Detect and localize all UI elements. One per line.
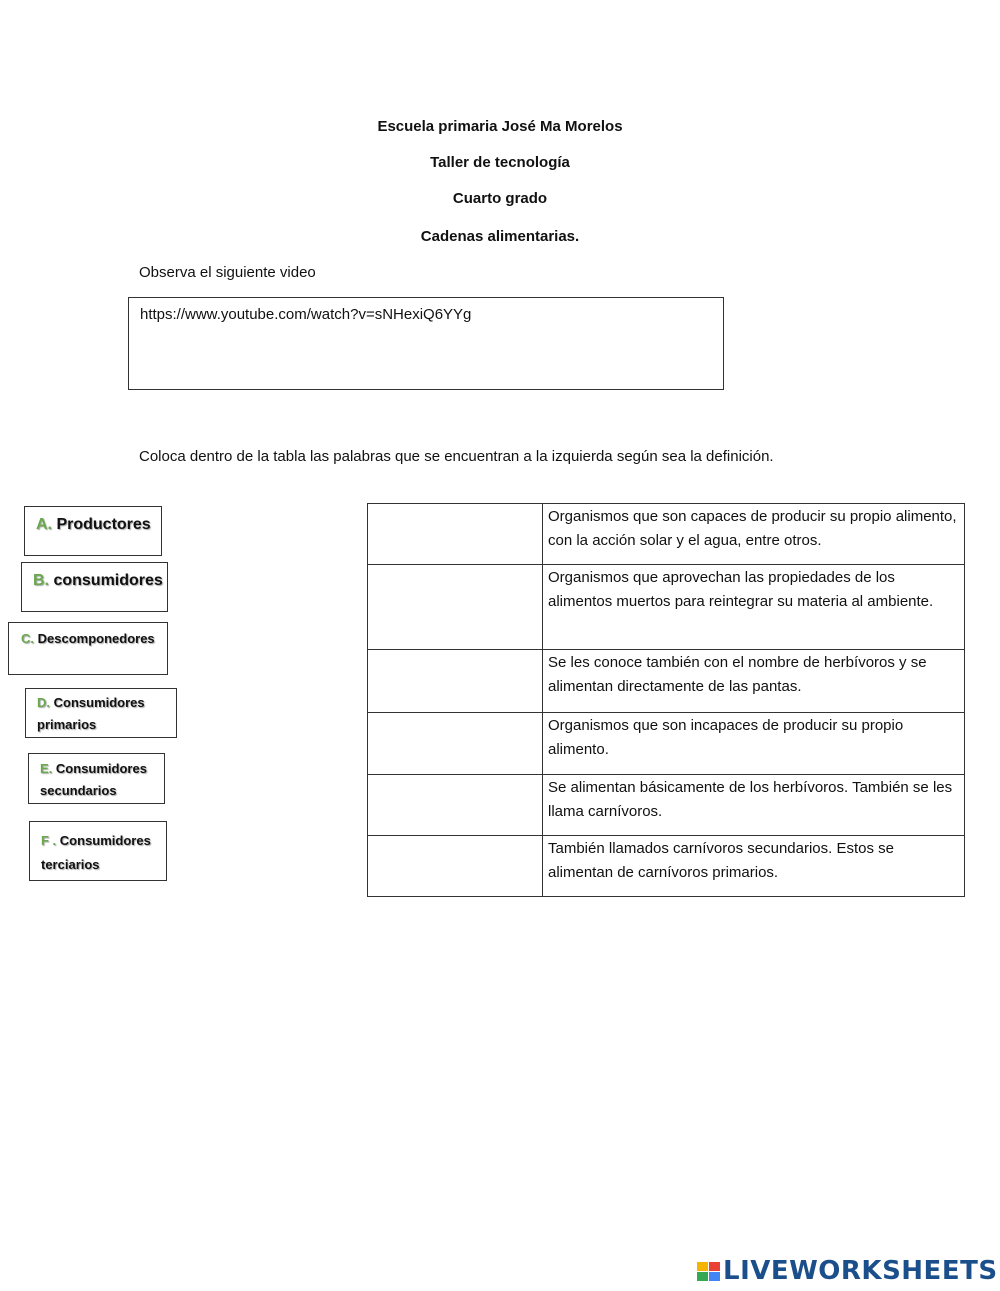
definition-2: Organismos que aprovechan las propiedades de los alimentos muertos para reintegrar su materia al ambiente. bbox=[543, 565, 965, 650]
answer-cell-1[interactable] bbox=[368, 504, 543, 565]
definition-5: Se alimentan básicamente de los herbívoros. También se les llama carnívoros. bbox=[543, 775, 965, 836]
answer-cell-2[interactable] bbox=[368, 565, 543, 650]
word-box-c[interactable] bbox=[8, 622, 168, 675]
video-instruction: Observa el siguiente video bbox=[139, 264, 316, 281]
answer-cell-3[interactable] bbox=[368, 650, 543, 713]
workshop-title: Taller de tecnología bbox=[430, 154, 570, 171]
word-box-e[interactable] bbox=[28, 753, 165, 804]
table-row bbox=[368, 650, 965, 713]
table-row bbox=[368, 836, 965, 897]
table-row bbox=[368, 775, 965, 836]
word-letter: F . bbox=[41, 833, 57, 848]
grade-title: Cuarto grado bbox=[452, 190, 548, 207]
word-box-d[interactable] bbox=[25, 688, 177, 738]
word-box-b[interactable] bbox=[21, 562, 168, 612]
word-label: Consumidores bbox=[53, 695, 145, 710]
word-label-line2: primarios bbox=[37, 717, 97, 732]
answer-cell-6[interactable] bbox=[368, 836, 543, 897]
definitions-table bbox=[367, 503, 965, 897]
definition-3: Se les conoce también con el nombre de herbívoros y se alimentan directamente de las pantas. bbox=[543, 650, 965, 713]
answer-cell-5[interactable] bbox=[368, 775, 543, 836]
word-label: consumidores bbox=[53, 572, 163, 589]
video-url[interactable]: https://www.youtube.com/watch?v=sNHexiQ6YYg bbox=[140, 306, 472, 323]
word-letter: A. bbox=[36, 516, 52, 533]
topic-title: Cadenas alimentarias. bbox=[420, 228, 580, 245]
liveworksheets-logo bbox=[697, 1256, 998, 1286]
word-label: Descomponedores bbox=[37, 631, 155, 646]
word-label-line2: secundarios bbox=[40, 783, 117, 798]
table-row bbox=[368, 565, 965, 650]
word-box-f[interactable] bbox=[29, 821, 167, 881]
definition-4: Organismos que son incapaces de producir su propio alimento. bbox=[543, 713, 965, 775]
definition-6: También llamados carnívoros secundarios. Estos se alimentan de carnívoros primarios. bbox=[543, 836, 965, 897]
word-letter: B. bbox=[33, 572, 49, 589]
word-letter: C. bbox=[21, 631, 34, 646]
logo-text: LIVEWORKSHEETS bbox=[723, 1256, 998, 1286]
table-row bbox=[368, 713, 965, 775]
video-link-box bbox=[128, 297, 724, 390]
definition-1: Organismos que son capaces de producir su propio alimento, con la acción solar y el agua, entre otros. bbox=[543, 504, 965, 565]
word-box-a[interactable] bbox=[24, 506, 162, 556]
table-instruction: Coloca dentro de la tabla las palabras que se encuentran a la izquierda según sea la definición. bbox=[139, 448, 774, 465]
word-label: Productores bbox=[56, 516, 151, 533]
liveworksheets-logo-icon bbox=[697, 1262, 720, 1281]
word-letter: E. bbox=[40, 761, 53, 776]
word-label: Consumidores bbox=[55, 761, 147, 776]
school-name: Escuela primaria José Ma Morelos bbox=[377, 118, 623, 135]
answer-cell-4[interactable] bbox=[368, 713, 543, 775]
word-label-line2: terciarios bbox=[41, 857, 100, 872]
word-letter: D. bbox=[37, 695, 50, 710]
word-label: Consumidores bbox=[59, 833, 151, 848]
table-row bbox=[368, 504, 965, 565]
